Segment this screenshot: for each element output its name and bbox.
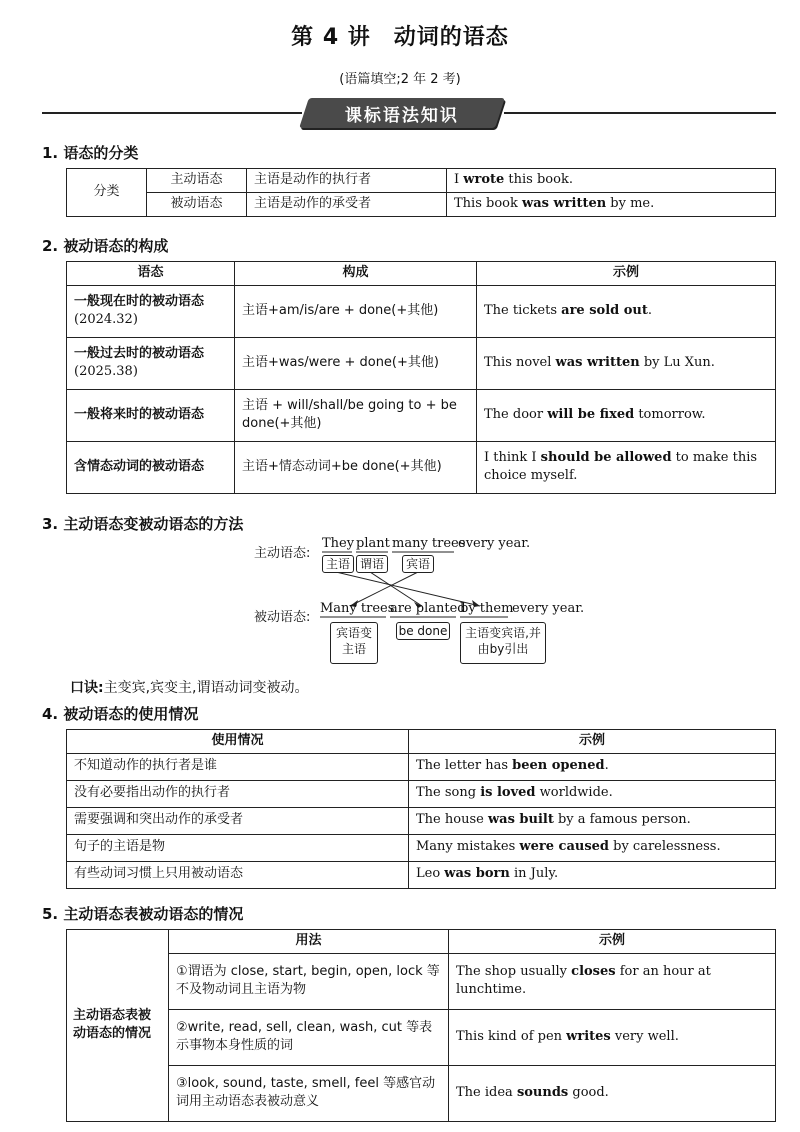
form-cell: 主语+情态动词+be done(+其他) xyxy=(235,441,477,493)
case-cell: 需要强调和突出动作的承受者 xyxy=(67,807,409,834)
case-cell: 句子的主语是物 xyxy=(67,834,409,861)
table-row xyxy=(67,861,776,888)
column-header: 示例 xyxy=(409,730,776,754)
section-1-heading: 1. 语态的分类 xyxy=(42,144,139,162)
passive-word-subject: Many trees xyxy=(320,601,395,616)
example-cell: The shop usually closes for an hour at lunchtime. xyxy=(449,953,776,1009)
table-row xyxy=(67,753,776,780)
mnemonic: 口诀:主变宾,宾变主,谓语动词变被动。 xyxy=(70,680,309,696)
table-row xyxy=(67,285,776,337)
divider-right xyxy=(504,112,776,114)
active-as-passive-table xyxy=(66,929,776,1122)
example-cell: This kind of pen writes very well. xyxy=(449,1009,776,1065)
section-3-heading: 3. 主动语态变被动语态的方法 xyxy=(42,515,244,533)
usage-cell: ③look, sound, taste, smell, feel 等感官动词用主动语态表被动意义 xyxy=(169,1065,449,1121)
section-banner: 课标语法知识 xyxy=(299,98,505,128)
form-cell: 主语 + will/shall/be going to + be done(+其他) xyxy=(235,389,477,441)
example-cell: I wrote this book. xyxy=(447,169,776,193)
passive-usage-table xyxy=(66,729,776,889)
active-voice-label: 主动语态: xyxy=(254,546,311,561)
usage-cell: ①谓语为 close, start, begin, open, lock 等不及物动词且主语为物 xyxy=(169,953,449,1009)
column-header: 语态 xyxy=(67,262,235,286)
tag-object: 宾语 xyxy=(402,555,434,573)
page-subtitle: (语篇填空;2 年 2 考) xyxy=(339,72,461,87)
case-cell: 没有必要指出动作的执行者 xyxy=(67,780,409,807)
tag-object-to-subject: 宾语变主语 xyxy=(330,622,378,664)
example-cell: The idea sounds good. xyxy=(449,1065,776,1121)
example-cell: The song is loved worldwide. xyxy=(409,780,776,807)
case-cell: 有些动词习惯上只用被动语态 xyxy=(67,861,409,888)
group-label: 主动语态表被动语态的情况 xyxy=(67,930,169,1122)
table-row xyxy=(67,1009,776,1065)
page-title: 第 4 讲 动词的语态 xyxy=(291,25,509,50)
example-cell: This book was written by me. xyxy=(447,192,776,216)
tag-subject-to-object: 主语变宾语,并由by引出 xyxy=(460,622,546,664)
example-cell: The tickets are sold out. xyxy=(477,285,776,337)
example-cell: The letter has been opened. xyxy=(409,753,776,780)
table-row xyxy=(67,1065,776,1121)
column-header: 示例 xyxy=(449,930,776,954)
voice-cell: 一般现在时的被动语态 (2024.32) xyxy=(67,285,235,337)
passive-word-agent: by them xyxy=(460,601,514,616)
passive-word-verb: are planted xyxy=(390,601,466,616)
passive-construction-table xyxy=(66,261,776,494)
voice-desc: 主语是动作的承受者 xyxy=(247,192,447,216)
voice-type: 被动语态 xyxy=(147,192,247,216)
voice-desc: 主语是动作的执行者 xyxy=(247,169,447,193)
table-row xyxy=(67,441,776,493)
voice-classification-table xyxy=(66,168,776,217)
voice-cell: 一般过去时的被动语态 (2025.38) xyxy=(67,337,235,389)
tag-predicate: 谓语 xyxy=(356,555,388,573)
active-word-object: many trees xyxy=(392,536,466,551)
tag-subject: 主语 xyxy=(322,555,354,573)
column-header: 用法 xyxy=(169,930,449,954)
example-cell: The house was built by a famous person. xyxy=(409,807,776,834)
column-header: 构成 xyxy=(235,262,477,286)
example-cell: I think I should be allowed to make this choice myself. xyxy=(477,441,776,493)
voice-type: 主动语态 xyxy=(147,169,247,193)
table-row xyxy=(67,780,776,807)
form-cell: 主语+am/is/are + done(+其他) xyxy=(235,285,477,337)
example-cell: This novel was written by Lu Xun. xyxy=(477,337,776,389)
column-header: 使用情况 xyxy=(67,730,409,754)
usage-cell: ②write, read, sell, clean, wash, cut 等表示事物本身性质的词 xyxy=(169,1009,449,1065)
table-row xyxy=(67,337,776,389)
table-header-row xyxy=(67,930,776,954)
section-5-heading: 5. 主动语态表被动语态的情况 xyxy=(42,905,244,923)
form-cell: 主语+was/were + done(+其他) xyxy=(235,337,477,389)
active-word-verb: plant xyxy=(356,536,390,551)
table-row xyxy=(67,953,776,1009)
section-4-heading: 4. 被动语态的使用情况 xyxy=(42,705,199,723)
tag-be-done: be done xyxy=(396,622,450,640)
passive-word-rest: every year. xyxy=(512,601,585,616)
table-row xyxy=(67,834,776,861)
table-header-row xyxy=(67,730,776,754)
voice-transform-diagram xyxy=(250,534,610,674)
voice-cell: 一般将来时的被动语态 xyxy=(67,389,235,441)
table-row xyxy=(67,807,776,834)
table-row xyxy=(67,389,776,441)
example-cell: Leo was born in July. xyxy=(409,861,776,888)
voice-cell: 含情态动词的被动语态 xyxy=(67,441,235,493)
group-label: 分类 xyxy=(67,169,147,217)
active-word-rest: every year. xyxy=(458,536,531,551)
passive-voice-label: 被动语态: xyxy=(254,610,311,625)
table-row xyxy=(67,192,776,216)
table-header-row xyxy=(67,262,776,286)
column-header: 示例 xyxy=(477,262,776,286)
case-cell: 不知道动作的执行者是谁 xyxy=(67,753,409,780)
section-2-heading: 2. 被动语态的构成 xyxy=(42,237,169,255)
example-cell: The door will be fixed tomorrow. xyxy=(477,389,776,441)
active-word-subject: They xyxy=(322,536,355,551)
example-cell: Many mistakes were caused by carelessness. xyxy=(409,834,776,861)
table-row xyxy=(67,169,776,193)
divider-left xyxy=(42,112,302,114)
